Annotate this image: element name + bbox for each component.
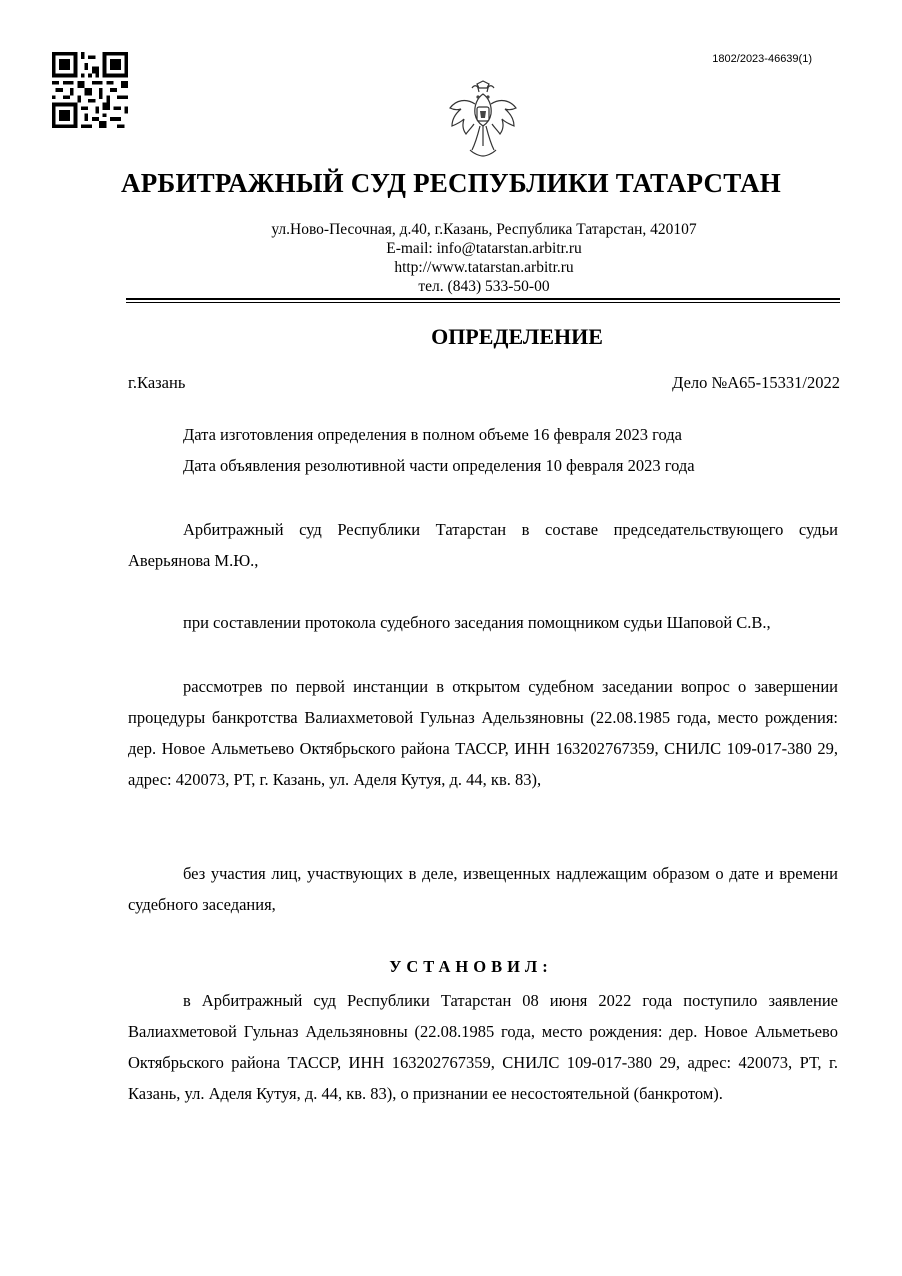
participants-paragraph: без участия лиц, участвующих в деле, извещенных надлежащим образом о дате и времени судебного заседания, — [128, 864, 838, 914]
protocol-paragraph: при составлении протокола судебного заседания помощником судьи Шаповой С.В., — [183, 613, 771, 632]
considered-paragraph: рассмотрев по первой инстанции в открытом судебном заседании вопрос о завершении процедуры банкротства Валиахметовой Гульназ Адельзяновны (22.08.1985 года, место рождения: дер. Новое Альметьево Октябрьского района ТАССР, ИНН 163202767359, СНИЛС 109-017-380 29, адрес: 420073, РТ, г. Казань, ул. Аделя Кутуя, д. 44, кв. 83), — [128, 677, 838, 789]
court-address: ул.Ново-Песочная, д.40, г.Казань, Республика Татарстан, 420107 — [271, 221, 697, 238]
document-number: 1802/2023-46639(1) — [712, 53, 812, 65]
city: г.Казань — [128, 373, 186, 392]
coat-of-arms-emblem — [444, 80, 522, 160]
court-website: http://www.tatarstan.arbitr.ru — [394, 259, 574, 276]
established-paragraph: в Арбитражный суд Республики Татарстан 08 июня 2022 года поступило заявление Валиахметовой Гульназ Адельзяновны (22.08.1985 года, место рождения: дер. Новое Альметьево Октябрьского района ТАССР, ИНН 163202767359, СНИЛС 109-017-380 29, адрес: 420073, РТ, г. Казань, ул. Аделя Кутуя, д. 44, кв. 83), о признании ее несостоятельной (банкротом). — [128, 991, 838, 1103]
case-number: Дело №А65-15331/2022 — [672, 373, 840, 392]
established-heading: УСТАНОВИЛ: — [389, 957, 553, 976]
court-name: АРБИТРАЖНЫЙ СУД РЕСПУБЛИКИ ТАТАРСТАН — [121, 168, 781, 198]
court-email: E-mail: info@tatarstan.arbitr.ru — [386, 240, 582, 257]
full-text-date: Дата изготовления определения в полном объеме 16 февраля 2023 года — [183, 425, 682, 444]
header-divider-thin — [126, 302, 840, 303]
court-contacts — [0, 220, 902, 296]
qr-code — [52, 52, 128, 128]
announcement-date: Дата объявления резолютивной части определения 10 февраля 2023 года — [183, 456, 695, 475]
court-composition: Арбитражный суд Республики Татарстан в составе председательствующего судьи Аверьянова М.Ю., — [128, 520, 838, 570]
document-title: ОПРЕДЕЛЕНИЕ — [431, 324, 603, 349]
court-phone: тел. (843) 533-50-00 — [418, 278, 550, 295]
header-divider — [126, 298, 840, 300]
